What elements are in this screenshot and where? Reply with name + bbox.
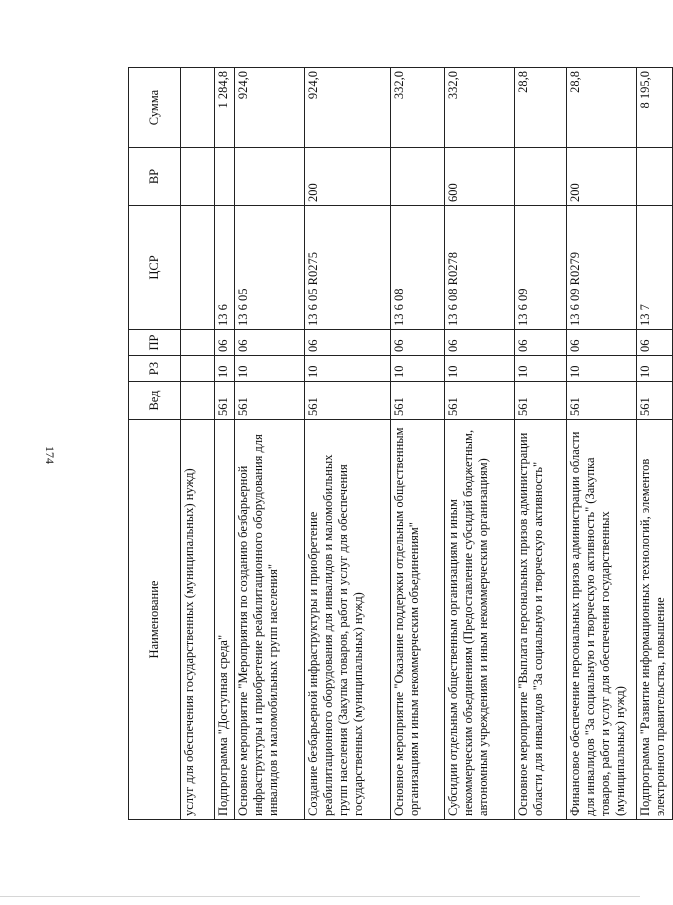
cell-name: Субсидии отдельным общественным организациям и иным некоммерческим объединениям (Предоставление субсидий бюджетным, автономным учреждениям и иным некоммерческим организациям) xyxy=(445,420,515,820)
cell-ved: 561 xyxy=(305,382,391,420)
table-row xyxy=(391,68,445,820)
cell-pr: 06 xyxy=(305,330,391,356)
cell-sum: 332,0 xyxy=(391,68,445,148)
cell-rz: 10 xyxy=(235,356,305,382)
cell-sum: 8 195,0 xyxy=(637,68,673,148)
cell-csr: 13 6 09 xyxy=(515,206,567,330)
cell-vr xyxy=(637,148,673,206)
cell-csr: 13 6 05 R0275 xyxy=(305,206,391,330)
header-ved: Вед xyxy=(129,382,181,420)
cell-vr xyxy=(235,148,305,206)
cell-ved: 561 xyxy=(515,382,567,420)
cell-ved: 561 xyxy=(637,382,673,420)
cell-vr: 200 xyxy=(305,148,391,206)
header-sum: Сумма xyxy=(129,68,181,148)
cell-vr: 600 xyxy=(445,148,515,206)
cell-pr: 06 xyxy=(515,330,567,356)
cell-sum: 924,0 xyxy=(305,68,391,148)
cell-rz: 10 xyxy=(391,356,445,382)
table-header-row xyxy=(129,68,181,820)
cell-pr: 06 xyxy=(445,330,515,356)
cell-rz: 10 xyxy=(637,356,673,382)
cell-ved: 561 xyxy=(391,382,445,420)
table-row xyxy=(445,68,515,820)
header-name: Наименование xyxy=(129,420,181,820)
cell-pr: 06 xyxy=(637,330,673,356)
cell-ved xyxy=(181,382,215,420)
cell-vr xyxy=(515,148,567,206)
cell-rz: 10 xyxy=(567,356,637,382)
cell-name: Основное мероприятие "Оказание поддержки отдельным общественным организациям и иным некоммерческим объединениям" xyxy=(391,420,445,820)
cell-rz xyxy=(181,356,215,382)
cell-sum: 924,0 xyxy=(235,68,305,148)
cell-name: услуг для обеспечения государственных (муниципальных) нужд) xyxy=(181,420,215,820)
table-row xyxy=(567,68,637,820)
table-row xyxy=(215,68,235,820)
cell-rz: 10 xyxy=(305,356,391,382)
cell-csr: 13 6 08 xyxy=(391,206,445,330)
cell-csr: 13 6 xyxy=(215,206,235,330)
header-vr: ВР xyxy=(129,148,181,206)
cell-name: Подпрограмма "Доступная среда" xyxy=(215,420,235,820)
cell-name: Основное мероприятие "Выплата персональных призов администрации области для инвалидов "За социальную и творческую активность" xyxy=(515,420,567,820)
cell-vr: 200 xyxy=(567,148,637,206)
cell-vr xyxy=(391,148,445,206)
cell-name: Подпрограмма "Развитие информационных технологий, элементов электронного правительства, повышение xyxy=(637,420,673,820)
cell-csr: 13 6 09 R0279 xyxy=(567,206,637,330)
cell-name: Создание безбарьерной инфраструктуры и приобретение реабилитационного оборудования для инвалидов и маломобильных групп населения (Закупка товаров, работ и услуг для обеспечения государственных (муниципальных) нужд) xyxy=(305,420,391,820)
cell-ved: 561 xyxy=(235,382,305,420)
header-pr: ПР xyxy=(129,330,181,356)
cell-rz: 10 xyxy=(515,356,567,382)
cell-csr: 13 6 05 xyxy=(235,206,305,330)
cell-sum: 28,8 xyxy=(567,68,637,148)
cell-vr xyxy=(181,148,215,206)
table-row xyxy=(637,68,673,820)
cell-name: Финансовое обеспечение персональных призов администрации области для инвалидов "За социальную и творческую активность" (Закупка товаров, работ и услуг для обеспечения государственных (муниципальных) нужд) xyxy=(567,420,637,820)
header-csr: ЦСР xyxy=(129,206,181,330)
cell-pr xyxy=(181,330,215,356)
cell-pr: 06 xyxy=(235,330,305,356)
cell-rz: 10 xyxy=(215,356,235,382)
cell-vr xyxy=(215,148,235,206)
table-row xyxy=(305,68,391,820)
cell-csr: 13 6 08 R0278 xyxy=(445,206,515,330)
cell-pr: 06 xyxy=(567,330,637,356)
cell-pr: 06 xyxy=(215,330,235,356)
header-rz: РЗ xyxy=(129,356,181,382)
cell-sum: 332,0 xyxy=(445,68,515,148)
cell-name: Основное мероприятие "Мероприятия по созданию безбарьерной инфраструктуры и приобретение реабилитационного оборудования для инвалидов и маломобильных групп населения" xyxy=(235,420,305,820)
cell-pr: 06 xyxy=(391,330,445,356)
table-row xyxy=(181,68,215,820)
rotated-table-container xyxy=(128,68,667,820)
table-row xyxy=(235,68,305,820)
cell-ved: 561 xyxy=(567,382,637,420)
cell-sum: 1 284,8 xyxy=(215,68,235,148)
page-number: 174 xyxy=(43,446,57,464)
cell-sum xyxy=(181,68,215,148)
table-row xyxy=(515,68,567,820)
cell-ved: 561 xyxy=(445,382,515,420)
cell-ved: 561 xyxy=(215,382,235,420)
cell-rz: 10 xyxy=(445,356,515,382)
cell-sum: 28,8 xyxy=(515,68,567,148)
cell-csr: 13 7 xyxy=(637,206,673,330)
scan-edge-line xyxy=(0,896,640,897)
cell-csr xyxy=(181,206,215,330)
budget-table xyxy=(128,67,673,820)
